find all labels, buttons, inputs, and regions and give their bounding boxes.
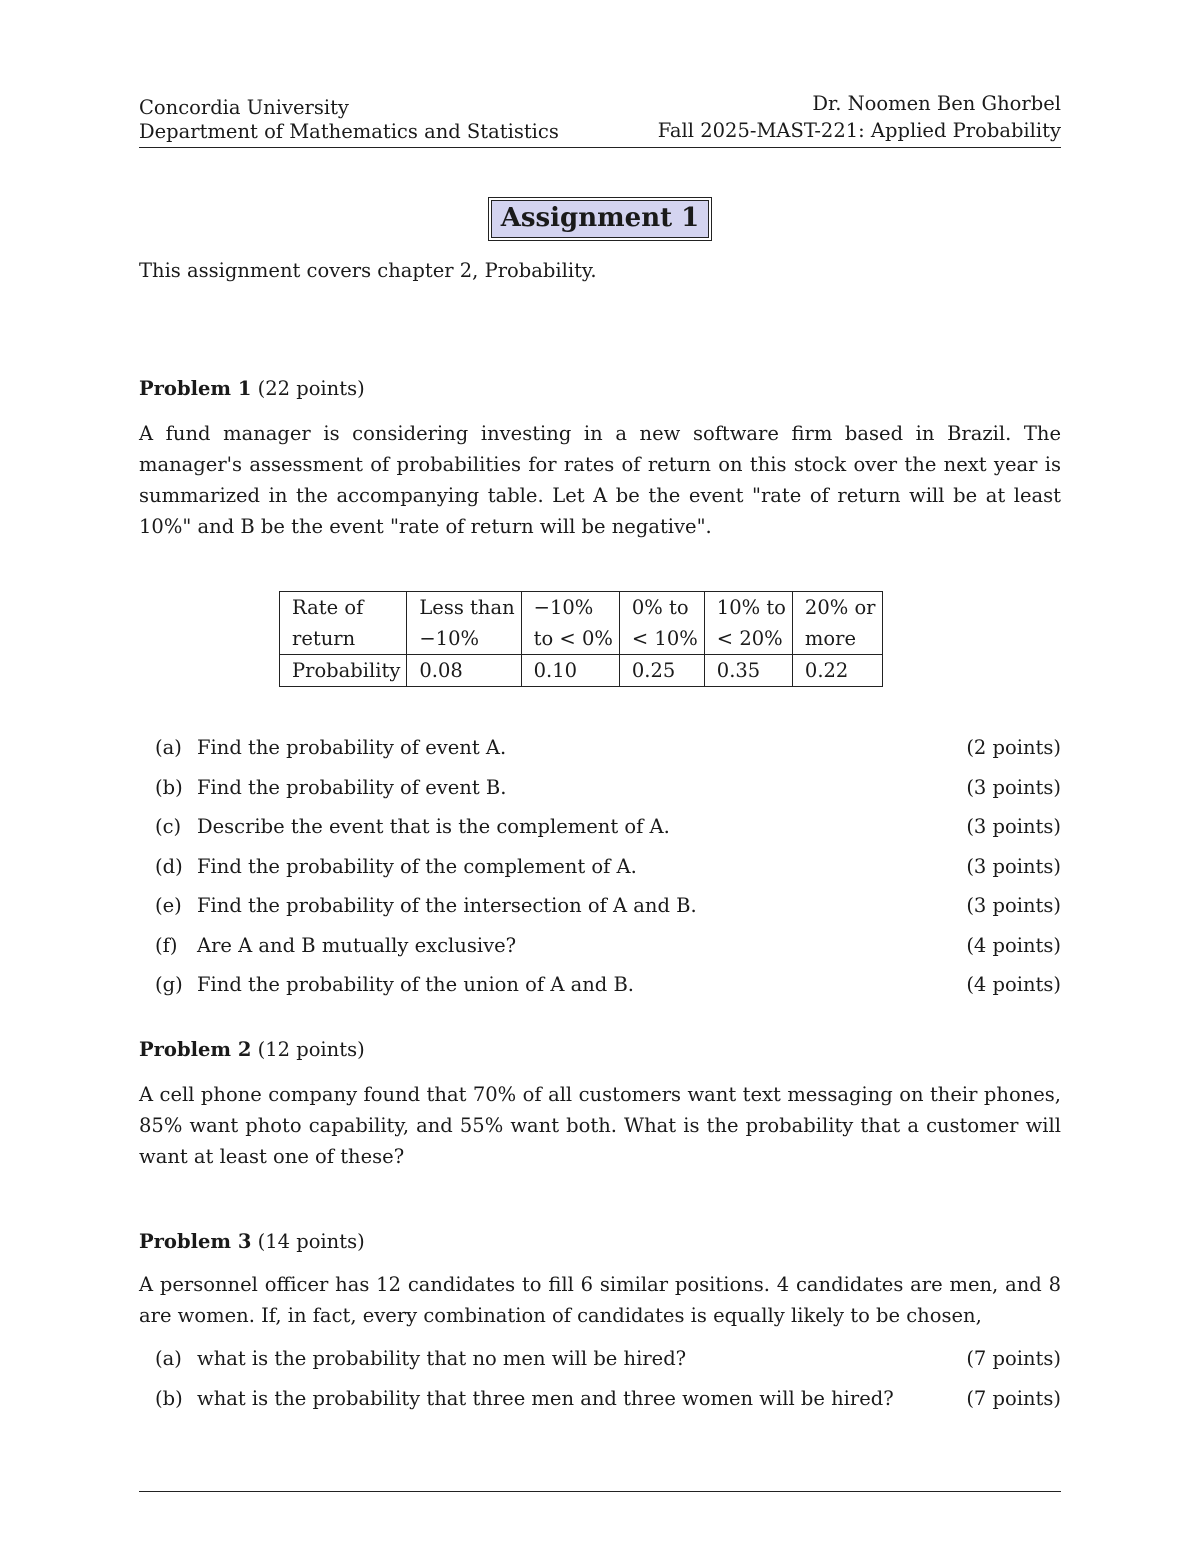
part-points: (3 points) xyxy=(966,775,1061,799)
part-text: Find the probability of event A. xyxy=(197,736,507,759)
part-label: (e) xyxy=(155,894,182,917)
part-text: Find the probability of event B. xyxy=(197,775,507,799)
intro-text: This assignment covers chapter 2, Probability. xyxy=(139,259,597,282)
list-item xyxy=(139,855,1061,895)
problem3-heading xyxy=(139,1230,1061,1253)
problem2-label: Problem 2 xyxy=(139,1038,252,1061)
part-points: (7 points) xyxy=(966,1386,1061,1410)
header-divider xyxy=(139,147,1061,148)
table-cell xyxy=(704,592,792,655)
table-cell xyxy=(792,592,882,655)
cell-line: < 20% xyxy=(716,627,783,650)
problem2-points: (12 points) xyxy=(257,1038,365,1061)
part-points: (2 points) xyxy=(966,736,1061,759)
part-points: (3 points) xyxy=(966,894,1061,917)
cell-line: 10% to xyxy=(716,596,786,619)
problem3-label: Problem 3 xyxy=(139,1230,252,1253)
instructor-name: Dr. Noomen Ben Ghorbel xyxy=(812,92,1061,115)
table-cell: Probability xyxy=(280,655,407,687)
list-item xyxy=(139,934,1061,974)
part-text: Find the probability of the union of A and B. xyxy=(197,973,635,996)
cell-line: 0% to xyxy=(631,596,689,619)
list-item xyxy=(139,1387,1061,1427)
table-row xyxy=(280,592,883,655)
part-points: (4 points) xyxy=(966,933,1061,957)
part-text: Find the probability of the intersection of A and B. xyxy=(197,894,697,917)
part-label: (f) xyxy=(155,933,178,957)
header-right xyxy=(658,90,1061,144)
part-text: Are A and B mutually exclusive? xyxy=(197,933,517,957)
part-text: what is the probability that three men and three women will be hired? xyxy=(197,1386,894,1410)
header-left xyxy=(139,96,559,144)
cell-line: < 10% xyxy=(631,627,698,650)
cell-line: −10% xyxy=(533,596,594,619)
list-item xyxy=(139,1347,1061,1387)
table-cell xyxy=(280,592,407,655)
part-label: (d) xyxy=(155,854,183,878)
table-cell: 0.22 xyxy=(792,655,882,687)
list-item xyxy=(139,776,1061,816)
cell-line: 20% or xyxy=(804,596,876,619)
list-item xyxy=(139,815,1061,855)
list-item xyxy=(139,736,1061,776)
page-title: Assignment 1 xyxy=(491,200,710,238)
table-cell xyxy=(407,592,521,655)
table-cell: 0.25 xyxy=(619,655,704,687)
part-label: (a) xyxy=(155,1347,182,1370)
cell-line: to < 0% xyxy=(533,627,613,650)
cell-line: Rate of xyxy=(292,596,364,619)
part-label: (b) xyxy=(155,1386,183,1410)
list-item xyxy=(139,973,1061,1013)
table-cell: 0.35 xyxy=(704,655,792,687)
part-label: (g) xyxy=(155,973,183,996)
cell-line: more xyxy=(804,627,856,650)
part-points: (3 points) xyxy=(966,815,1061,838)
cell-line: Less than xyxy=(419,596,515,619)
title-container xyxy=(0,200,1200,238)
department-name: Department of Mathematics and Statistics xyxy=(139,120,559,143)
problem1-points: (22 points) xyxy=(257,377,365,400)
part-label: (b) xyxy=(155,775,183,799)
course-title: Fall 2025-MAST-221: Applied Probability xyxy=(657,119,1061,142)
table-cell xyxy=(521,592,619,655)
table-row xyxy=(280,655,883,687)
cell-line: return xyxy=(292,627,356,650)
list-item xyxy=(139,894,1061,934)
return-probability-table xyxy=(279,591,883,687)
problem3-parts xyxy=(139,1347,1061,1426)
problem2-text: A cell phone company found that 70% of all customers want text messaging on their phones, 85% want photo capability, and 55% want both. What is the probability that a customer will want at least one of these? xyxy=(139,1083,1061,1168)
table-cell: 0.08 xyxy=(407,655,521,687)
part-text: Find the probability of the complement of A. xyxy=(197,854,637,878)
part-text: Describe the event that is the complement of A. xyxy=(197,815,670,838)
problem3-points: (14 points) xyxy=(257,1230,365,1253)
footer-divider xyxy=(139,1491,1061,1492)
cell-line: −10% xyxy=(419,627,480,650)
part-points: (7 points) xyxy=(966,1347,1061,1370)
problem3-text: A personnel officer has 12 candidates to fill 6 similar positions. 4 candidates are men, and 8 are women. If, in fact, every combination of candidates is equally likely to be chosen, xyxy=(139,1273,1061,1327)
problem1-heading xyxy=(139,377,1061,400)
problem2-heading xyxy=(139,1038,1061,1061)
part-text: what is the probability that no men will be hired? xyxy=(197,1347,687,1370)
university-name: Concordia University xyxy=(139,96,349,119)
problem1-label: Problem 1 xyxy=(139,377,252,400)
table-cell: 0.10 xyxy=(521,655,619,687)
table-cell xyxy=(619,592,704,655)
part-points: (3 points) xyxy=(966,854,1061,878)
problem1-text: A fund manager is considering investing in a new software firm based in Brazil. The manager's assessment of probabilities for rates of return on this stock over the next year is summarized in the accompanying table. Let A be the event "rate of return will be at least 10%" and B be the event "rate of return will be negative". xyxy=(139,422,1061,538)
part-label: (a) xyxy=(155,736,182,759)
part-points: (4 points) xyxy=(966,973,1061,996)
part-label: (c) xyxy=(155,815,182,838)
problem1-parts xyxy=(139,736,1061,1013)
